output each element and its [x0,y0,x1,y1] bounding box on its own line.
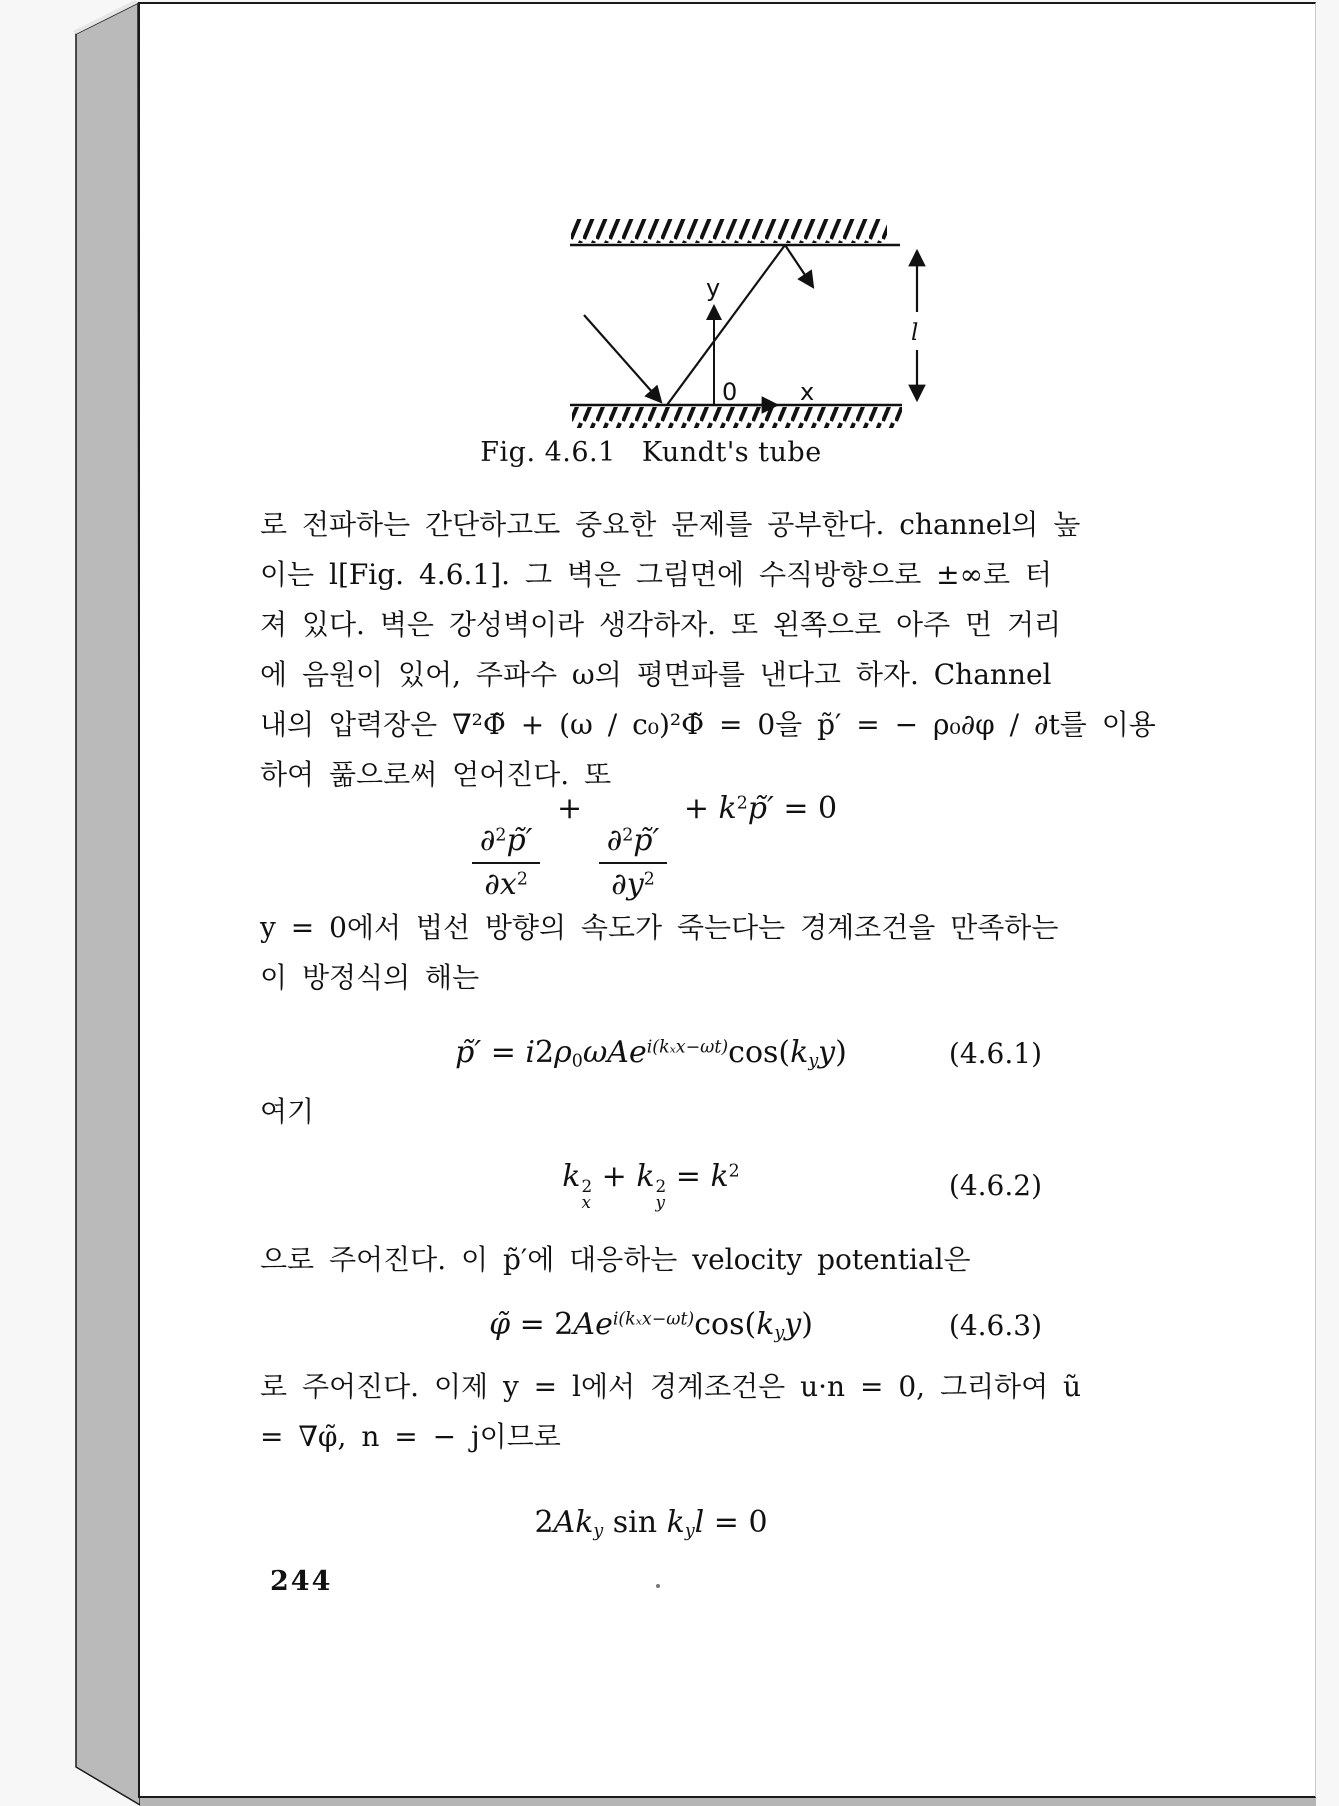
bottom-wall-hatching [572,407,902,428]
text-line: 하여 풂으로써 얻어진다. 또 [260,758,612,791]
equation-final-body: $2Ak_y$ $\sin k_yl = 0$ [534,1504,768,1542]
origin-label: 0 [722,378,738,406]
page-stack-bottom-edge [140,1798,1316,1806]
kundts-tube-figure [557,214,942,432]
channel-height-label: l [911,320,919,346]
equation-463 [260,1296,1042,1354]
paragraph-4 [260,1235,1044,1285]
page-number: 244 [270,1566,333,1597]
book-page [138,2,1316,1798]
paragraph-1 [260,500,1156,800]
equation-463-number: (4.6.3) [948,1308,1042,1342]
print-speck [656,1584,660,1588]
spine-face [76,3,140,1805]
equation-461-number: (4.6.1) [948,1036,1042,1070]
x-axis-label: x [800,378,815,406]
figure-caption-title: Kundt's tube [641,437,822,468]
equation-461 [260,1024,1042,1082]
text-line: 으로 주어진다. 이 p̃′에 대응하는 velocity potential은 [260,1243,971,1276]
paragraph-2 [260,903,1059,1003]
text-line: 여기 [260,1095,315,1128]
figure-caption [260,437,1042,468]
paragraph-5 [260,1362,1082,1462]
equation-462-number: (4.6.2) [948,1168,1042,1202]
equation-helmholtz [260,791,1042,902]
text-line: y = 0에서 법선 방향의 속도가 죽는다는 경계조건을 만족하는 [260,911,1059,944]
paragraph-3 [260,1087,1044,1137]
top-wall-hatching [571,219,887,243]
equation-462-body: k 2 x + k 2 y = $k^2$ [562,1158,740,1213]
text-line: 이는 l[Fig. 4.6.1]. 그 벽은 그림면에 수직방향으로 ±∞로 터 [260,558,1052,591]
equation-461-body: p̃′ = $i2\rho_0\omega Ae^{i(k_xx-\omega t)}\cos(k_yy)$ [455,1034,847,1072]
equation-463-body: φ̃ = $2Ae^{i(k_xx-\omega t)}\cos(k_yy)$ [489,1306,813,1344]
equation-helmholtz-body: $\frac{\partial^2p̃'}{\partial x^2}$ + $\frac{\partial^2p̃'}{\partial y^2}$ + $k^2p̃' = 0$ [465,791,837,903]
figure-caption-number: Fig. 4.6.1 [480,437,616,468]
text-line: 로 전파하는 간단하고도 중요한 문제를 공부한다. channel의 높 [260,508,1081,541]
text-line: 이 방정식의 해는 [260,961,480,994]
y-axis-label: y [706,274,721,302]
text-line: 에 음원이 있어, 주파수 ω의 평면파를 낸다고 하자. Channel [260,658,1052,691]
text-line: = ∇φ̃, n = − j이므로 [260,1420,561,1453]
incident-ray-arrow [584,315,661,402]
text-line: 로 주어진다. 이제 y = l에서 경계조건은 u·n = 0, 그리하여 ũ [260,1370,1082,1403]
reflected-down-ray-arrow [785,245,813,287]
text-line: 내의 압력장은 ∇²Φ̃ + (ω / c₀)²Φ̃ = 0을 p̃′ = − ρ₀∂φ / ∂t를 이용 [260,708,1156,741]
equation-final [260,1494,1042,1552]
text-line: 져 있다. 벽은 강성벽이라 생각하자. 또 왼쪽으로 아주 먼 거리 [260,608,1062,641]
equation-462 [260,1156,1042,1214]
